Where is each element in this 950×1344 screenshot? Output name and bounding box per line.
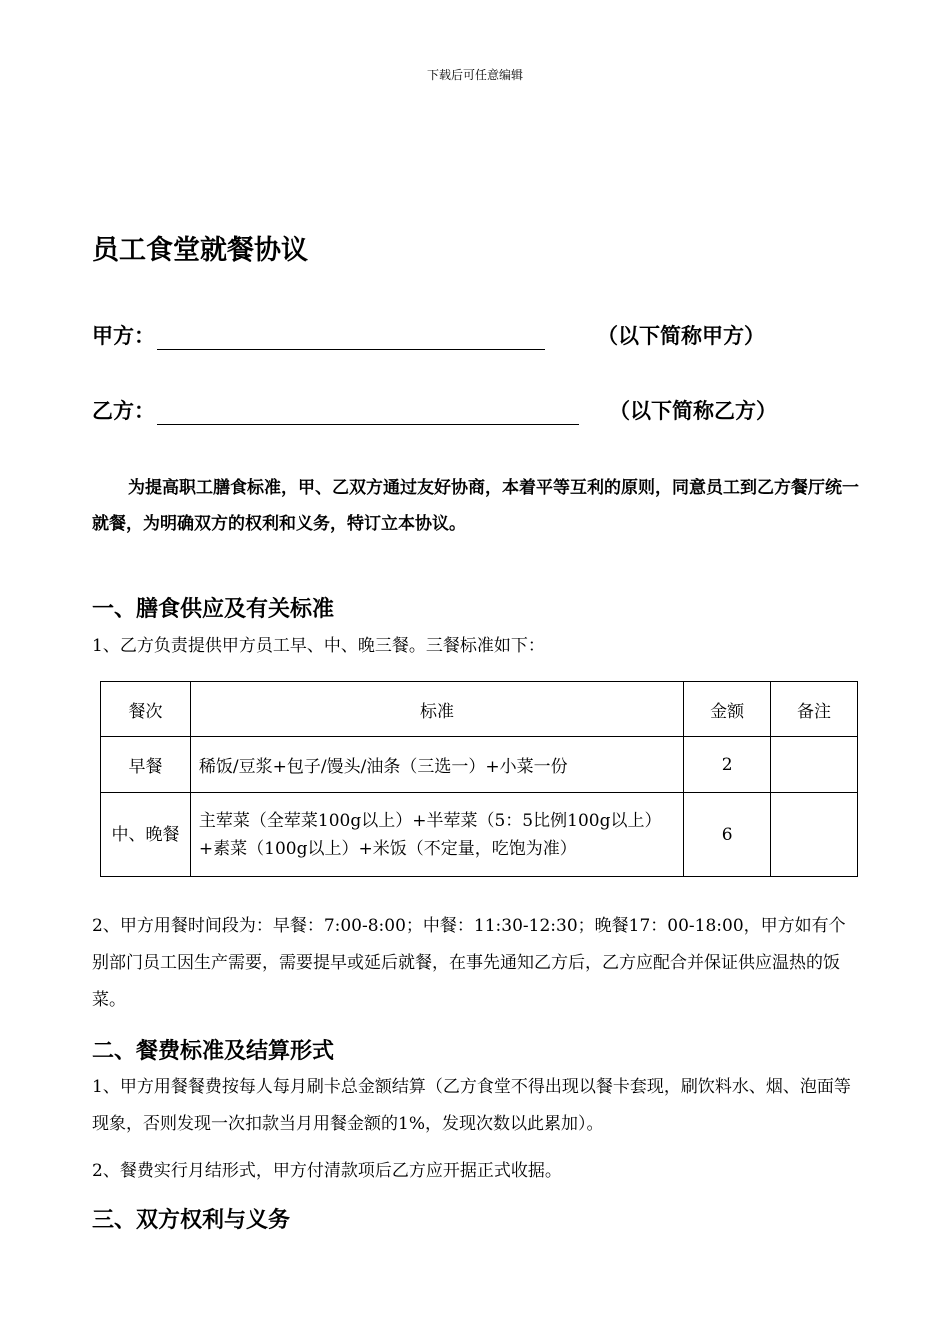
table-cell-meal: 早餐 [101, 737, 191, 793]
table-cell-meal: 中、晚餐 [101, 793, 191, 877]
table-cell-standard: 稀饭/豆浆+包子/馒头/油条（三选一）+小菜一份 [190, 737, 683, 793]
party-b-line [92, 395, 777, 425]
party-b-blank [157, 398, 579, 425]
section1-paragraph-1: 1、乙方负责提供甲方员工早、中、晚三餐。三餐标准如下： [92, 636, 545, 656]
intro-paragraph: 为提高职工膳食标准，甲、乙双方通过友好协商，本着平等互利的原则，同意员工到乙方餐厅统一就餐，为明确双方的权利和义务，特订立本协议。 [92, 478, 859, 534]
party-a-line [92, 320, 765, 350]
table-cell-amount: 6 [684, 793, 771, 877]
party-a-label: 甲方： [92, 323, 155, 348]
party-a-blank [157, 323, 545, 350]
document-title: 员工食堂就餐协议 [92, 235, 308, 266]
party-b-label: 乙方： [92, 398, 155, 423]
header-note: 下载后可任意编辑 [426, 68, 523, 82]
section1-heading: 一、膳食供应及有关标准 [92, 596, 335, 622]
table-cell-note [771, 793, 858, 877]
table-row [101, 737, 858, 793]
table-row [101, 793, 858, 877]
table-header-note: 备注 [771, 682, 858, 737]
table-header-amount: 金额 [684, 682, 771, 737]
meal-standard-table [100, 681, 858, 877]
table-header-meal: 餐次 [101, 682, 191, 737]
section1-paragraph-2: 2、甲方用餐时间段为：早餐：7:00-8:00；中餐：11:30-12:30；晚餐17：00-18:00，甲方如有个别部门员工因生产需要，需要提早或延后就餐，在事先通知乙方后，乙方应配合并保证供应温热的饭菜。 [92, 916, 846, 1010]
table-header-row [101, 682, 858, 737]
section2-heading: 二、餐费标准及结算形式 [92, 1038, 335, 1064]
section2-paragraph-2: 2、餐费实行月结形式，甲方付清款项后乙方应开据正式收据。 [92, 1161, 562, 1181]
party-b-abbr: （以下简称乙方） [609, 398, 777, 423]
party-a-abbr: （以下简称甲方） [597, 323, 765, 348]
table-cell-amount: 2 [684, 737, 771, 793]
section3-heading: 三、双方权利与义务 [92, 1207, 291, 1233]
table-cell-standard: 主荤菜（全荤菜100g以上）+半荤菜（5：5比例100g以上）+素菜（100g以上）+米饭（不定量，吃饱为准） [190, 793, 683, 877]
table-cell-note [771, 737, 858, 793]
table-header-standard: 标准 [190, 682, 683, 737]
section2-paragraph-1: 1、甲方用餐餐费按每人每月刷卡总金额结算（乙方食堂不得出现以餐卡套现，刷饮料水、烟、泡面等现象，否则发现一次扣款当月用餐金额的1%，发现次数以此累加）。 [92, 1077, 851, 1134]
